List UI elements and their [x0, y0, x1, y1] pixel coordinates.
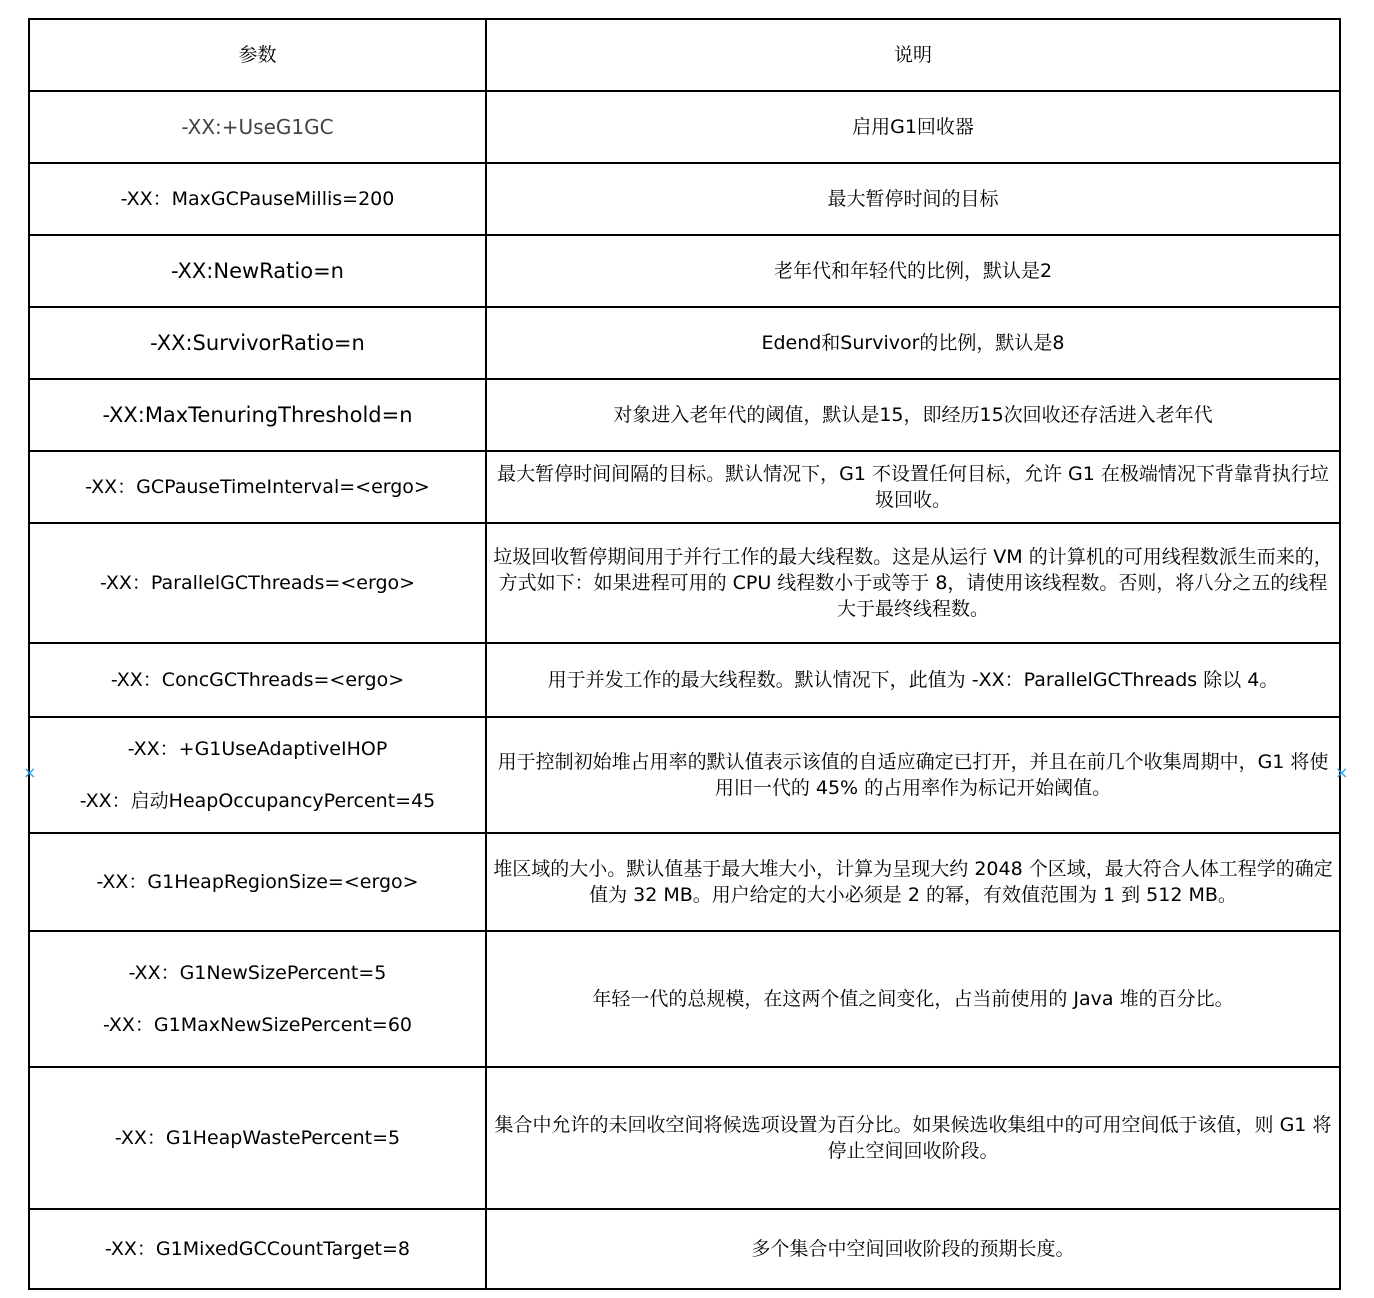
param-text: -XX：G1MixedGCCountTarget=8 [104, 1238, 411, 1260]
param-cell [29, 91, 486, 163]
desc-cell: 集合中允许的未回收空间将候选项设置为百分比。如果候选收集组中的可用空间低于该值，则 G1 将停止空间回收阶段。 [486, 1067, 1340, 1209]
table-row [29, 717, 1340, 833]
table-row [29, 833, 1340, 931]
desc-cell: 多个集合中空间回收阶段的预期长度。 [486, 1209, 1340, 1289]
right-connection-marker-icon: × [1335, 763, 1349, 782]
header-desc: 说明 [486, 19, 1340, 91]
table-row [29, 1067, 1340, 1209]
table-row [29, 91, 1340, 163]
param-text: -XX：ParallelGCThreads=<ergo> [99, 572, 416, 594]
param-cell [29, 163, 486, 235]
param-cell [29, 1209, 486, 1289]
table-row [29, 379, 1340, 451]
param-cell [29, 523, 486, 643]
header-param: 参数 [29, 19, 486, 91]
desc-cell: 老年代和年轻代的比例，默认是2 [486, 235, 1340, 307]
table-row [29, 307, 1340, 379]
left-connection-marker-icon: × [23, 763, 37, 782]
desc-cell: Edend和Survivor的比例，默认是8 [486, 307, 1340, 379]
desc-cell: 用于并发工作的最大线程数。默认情况下，此值为 -XX：ParallelGCThreads 除以 4。 [486, 643, 1340, 717]
param-cell [29, 379, 486, 451]
param-text: -XX:+UseG1GC [181, 115, 334, 139]
desc-cell: 对象进入老年代的阈值，默认是15，即经历15次回收还存活进入老年代 [486, 379, 1340, 451]
param-cell [29, 235, 486, 307]
param-text: -XX:SurvivorRatio=n [150, 331, 365, 355]
param-cell [29, 833, 486, 931]
table-row [29, 931, 1340, 1067]
desc-cell: 堆区域的大小。默认值基于最大堆大小，计算为呈现大约 2048 个区域，最大符合人体工程学的确定值为 32 MB。用户给定的大小必须是 2 的幂，有效值范围为 1 到 512 MB。 [486, 833, 1340, 931]
table-row [29, 451, 1340, 523]
param-text: -XX：+G1UseAdaptiveIHOP [127, 738, 388, 760]
param-text: -XX:MaxTenuringThreshold=n [102, 403, 413, 427]
param-cell [29, 643, 486, 717]
table-row [29, 163, 1340, 235]
param-text: -XX：G1HeapRegionSize=<ergo> [96, 871, 419, 893]
param-text: -XX：G1MaxNewSizePercent=60 [102, 1014, 413, 1036]
jvm-g1-params-table [28, 18, 1341, 1290]
table-row [29, 235, 1340, 307]
table-header-row [29, 19, 1340, 91]
desc-cell: 垃圾回收暂停期间用于并行工作的最大线程数。这是从运行 VM 的计算机的可用线程数派生而来的，方式如下：如果进程可用的 CPU 线程数小于或等于 8，请使用该线程数。否则，将八分之五的线程大于最终线程数。 [486, 523, 1340, 643]
param-cell [29, 931, 486, 1067]
desc-cell: 启用G1回收器 [486, 91, 1340, 163]
table-row [29, 523, 1340, 643]
param-cell [29, 1067, 486, 1209]
desc-cell: 最大暂停时间的目标 [486, 163, 1340, 235]
desc-cell: 用于控制初始堆占用率的默认值表示该值的自适应确定已打开，并且在前几个收集周期中，G1 将使用旧一代的 45% 的占用率作为标记开始阈值。 [486, 717, 1340, 833]
desc-cell: 最大暂停时间间隔的目标。默认情况下，G1 不设置任何目标，允许 G1 在极端情况下背靠背执行垃圾回收。 [486, 451, 1340, 523]
table-row [29, 643, 1340, 717]
param-cell [29, 451, 486, 523]
param-cell [29, 717, 486, 833]
table-row [29, 1209, 1340, 1289]
param-text: -XX：GCPauseTimeInterval=<ergo> [85, 476, 430, 498]
param-text: -XX：G1HeapWastePercent=5 [114, 1127, 401, 1149]
param-text: -XX：MaxGCPauseMillis=200 [120, 188, 395, 210]
param-text: -XX：ConcGCThreads=<ergo> [110, 669, 405, 691]
param-cell [29, 307, 486, 379]
desc-cell: 年轻一代的总规模，在这两个值之间变化，占当前使用的 Java 堆的百分比。 [486, 931, 1340, 1067]
param-text: -XX：G1NewSizePercent=5 [128, 962, 387, 984]
param-text: -XX:NewRatio=n [170, 259, 344, 283]
param-text: -XX：启动HeapOccupancyPercent=45 [79, 790, 436, 812]
